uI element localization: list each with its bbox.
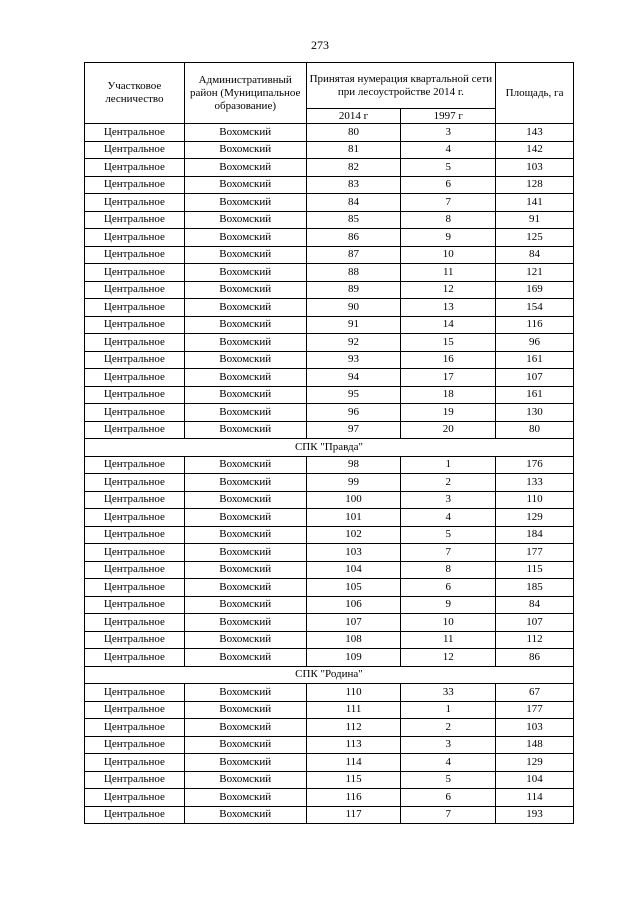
table-row <box>85 351 574 369</box>
cell-quarter-1997: 8 <box>401 561 496 579</box>
cell-quarter-1997: 3 <box>401 124 496 142</box>
table-row <box>85 701 574 719</box>
cell-quarter-1997: 10 <box>401 614 496 632</box>
table-row <box>85 526 574 544</box>
table-row <box>85 404 574 422</box>
cell-district: Центральное <box>85 754 185 772</box>
table-row <box>85 509 574 527</box>
cell-quarter-1997: 2 <box>401 474 496 492</box>
cell-quarter-2014: 116 <box>306 789 401 807</box>
cell-quarter-1997: 1 <box>401 456 496 474</box>
table-row <box>85 491 574 509</box>
cell-district: Центральное <box>85 719 185 737</box>
cell-admin-district: Вохомский <box>184 491 306 509</box>
cell-quarter-1997: 5 <box>401 526 496 544</box>
table-row <box>85 421 574 439</box>
cell-quarter-1997: 15 <box>401 334 496 352</box>
cell-admin-district: Вохомский <box>184 631 306 649</box>
cell-quarter-2014: 101 <box>306 509 401 527</box>
cell-district: Центральное <box>85 264 185 282</box>
cell-area: 193 <box>496 806 574 824</box>
cell-district: Центральное <box>85 281 185 299</box>
cell-quarter-2014: 117 <box>306 806 401 824</box>
cell-district: Центральное <box>85 596 185 614</box>
cell-admin-district: Вохомский <box>184 754 306 772</box>
table-row <box>85 316 574 334</box>
cell-admin-district: Вохомский <box>184 176 306 194</box>
cell-district: Центральное <box>85 736 185 754</box>
cell-quarter-1997: 17 <box>401 369 496 387</box>
cell-quarter-1997: 20 <box>401 421 496 439</box>
cell-quarter-2014: 88 <box>306 264 401 282</box>
cell-admin-district: Вохомский <box>184 159 306 177</box>
cell-quarter-1997: 4 <box>401 141 496 159</box>
table-row <box>85 456 574 474</box>
cell-quarter-2014: 110 <box>306 684 401 702</box>
cell-quarter-2014: 109 <box>306 649 401 667</box>
cell-admin-district: Вохомский <box>184 299 306 317</box>
cell-quarter-1997: 19 <box>401 404 496 422</box>
cell-quarter-2014: 83 <box>306 176 401 194</box>
cell-area: 161 <box>496 351 574 369</box>
cell-quarter-1997: 16 <box>401 351 496 369</box>
cell-quarter-1997: 4 <box>401 509 496 527</box>
cell-district: Центральное <box>85 771 185 789</box>
forest-quarters-table <box>84 62 574 824</box>
cell-quarter-2014: 114 <box>306 754 401 772</box>
section-header-row <box>85 666 574 684</box>
cell-district: Центральное <box>85 369 185 387</box>
table-row <box>85 176 574 194</box>
cell-area: 121 <box>496 264 574 282</box>
cell-quarter-1997: 2 <box>401 719 496 737</box>
cell-quarter-1997: 1 <box>401 701 496 719</box>
table-row <box>85 159 574 177</box>
cell-quarter-1997: 10 <box>401 246 496 264</box>
cell-district: Центральное <box>85 159 185 177</box>
cell-area: 115 <box>496 561 574 579</box>
cell-quarter-1997: 6 <box>401 176 496 194</box>
cell-quarter-1997: 5 <box>401 159 496 177</box>
cell-district: Центральное <box>85 211 185 229</box>
cell-admin-district: Вохомский <box>184 474 306 492</box>
cell-district: Центральное <box>85 124 185 142</box>
section-title: СПК "Правда" <box>85 439 574 457</box>
cell-quarter-1997: 7 <box>401 194 496 212</box>
cell-quarter-2014: 99 <box>306 474 401 492</box>
table-row <box>85 334 574 352</box>
cell-quarter-2014: 90 <box>306 299 401 317</box>
cell-quarter-2014: 113 <box>306 736 401 754</box>
cell-district: Центральное <box>85 806 185 824</box>
cell-quarter-2014: 103 <box>306 544 401 562</box>
table-row <box>85 771 574 789</box>
page-number: 273 <box>311 38 329 52</box>
cell-area: 177 <box>496 544 574 562</box>
cell-quarter-1997: 18 <box>401 386 496 404</box>
cell-district: Центральное <box>85 141 185 159</box>
cell-district: Центральное <box>85 684 185 702</box>
cell-admin-district: Вохомский <box>184 806 306 824</box>
cell-area: 154 <box>496 299 574 317</box>
header-district: Участковое лесничество <box>85 63 185 124</box>
cell-area: 112 <box>496 631 574 649</box>
cell-district: Центральное <box>85 631 185 649</box>
cell-quarter-1997: 8 <box>401 211 496 229</box>
table-row <box>85 264 574 282</box>
cell-area: 104 <box>496 771 574 789</box>
cell-area: 110 <box>496 491 574 509</box>
cell-area: 161 <box>496 386 574 404</box>
cell-admin-district: Вохомский <box>184 456 306 474</box>
cell-admin-district: Вохомский <box>184 736 306 754</box>
cell-admin-district: Вохомский <box>184 509 306 527</box>
cell-quarter-1997: 4 <box>401 754 496 772</box>
section-title: СПК "Родина" <box>85 666 574 684</box>
cell-quarter-2014: 92 <box>306 334 401 352</box>
cell-quarter-2014: 105 <box>306 579 401 597</box>
cell-admin-district: Вохомский <box>184 649 306 667</box>
cell-admin-district: Вохомский <box>184 369 306 387</box>
cell-admin-district: Вохомский <box>184 246 306 264</box>
cell-admin-district: Вохомский <box>184 526 306 544</box>
cell-district: Центральное <box>85 701 185 719</box>
cell-area: 129 <box>496 509 574 527</box>
cell-district: Центральное <box>85 526 185 544</box>
cell-district: Центральное <box>85 316 185 334</box>
table-row <box>85 719 574 737</box>
cell-quarter-2014: 94 <box>306 369 401 387</box>
table-row <box>85 281 574 299</box>
table-row <box>85 229 574 247</box>
cell-area: 141 <box>496 194 574 212</box>
cell-district: Центральное <box>85 561 185 579</box>
cell-district: Центральное <box>85 351 185 369</box>
cell-admin-district: Вохомский <box>184 334 306 352</box>
cell-admin-district: Вохомский <box>184 684 306 702</box>
cell-quarter-2014: 89 <box>306 281 401 299</box>
cell-quarter-2014: 80 <box>306 124 401 142</box>
cell-quarter-1997: 12 <box>401 649 496 667</box>
header-year-1997: 1997 г <box>401 109 496 124</box>
cell-admin-district: Вохомский <box>184 124 306 142</box>
cell-admin-district: Вохомский <box>184 386 306 404</box>
table-row <box>85 649 574 667</box>
cell-admin-district: Вохомский <box>184 316 306 334</box>
cell-area: 176 <box>496 456 574 474</box>
cell-district: Центральное <box>85 614 185 632</box>
cell-district: Центральное <box>85 176 185 194</box>
cell-quarter-1997: 11 <box>401 264 496 282</box>
cell-admin-district: Вохомский <box>184 579 306 597</box>
cell-district: Центральное <box>85 456 185 474</box>
cell-quarter-1997: 9 <box>401 229 496 247</box>
cell-admin-district: Вохомский <box>184 614 306 632</box>
cell-area: 148 <box>496 736 574 754</box>
table-row <box>85 596 574 614</box>
table-row <box>85 299 574 317</box>
cell-admin-district: Вохомский <box>184 544 306 562</box>
cell-district: Центральное <box>85 544 185 562</box>
cell-quarter-2014: 86 <box>306 229 401 247</box>
cell-quarter-1997: 13 <box>401 299 496 317</box>
cell-district: Центральное <box>85 474 185 492</box>
table-row <box>85 211 574 229</box>
cell-district: Центральное <box>85 649 185 667</box>
cell-area: 96 <box>496 334 574 352</box>
cell-area: 103 <box>496 159 574 177</box>
cell-quarter-1997: 6 <box>401 579 496 597</box>
cell-quarter-1997: 5 <box>401 771 496 789</box>
cell-quarter-1997: 12 <box>401 281 496 299</box>
cell-district: Центральное <box>85 334 185 352</box>
table-row <box>85 631 574 649</box>
cell-admin-district: Вохомский <box>184 351 306 369</box>
cell-area: 86 <box>496 649 574 667</box>
cell-quarter-2014: 112 <box>306 719 401 737</box>
cell-admin-district: Вохомский <box>184 561 306 579</box>
table-row <box>85 561 574 579</box>
table-row <box>85 141 574 159</box>
cell-quarter-1997: 7 <box>401 806 496 824</box>
cell-quarter-2014: 97 <box>306 421 401 439</box>
table-row <box>85 806 574 824</box>
cell-quarter-2014: 115 <box>306 771 401 789</box>
cell-area: 169 <box>496 281 574 299</box>
header-year-2014: 2014 г <box>306 109 401 124</box>
cell-area: 84 <box>496 596 574 614</box>
cell-district: Центральное <box>85 386 185 404</box>
cell-quarter-1997: 11 <box>401 631 496 649</box>
cell-quarter-1997: 14 <box>401 316 496 334</box>
cell-area: 80 <box>496 421 574 439</box>
cell-quarter-2014: 85 <box>306 211 401 229</box>
table-row <box>85 754 574 772</box>
table-row <box>85 474 574 492</box>
table-row <box>85 789 574 807</box>
cell-area: 133 <box>496 474 574 492</box>
table-body <box>85 124 574 824</box>
cell-area: 67 <box>496 684 574 702</box>
cell-quarter-2014: 95 <box>306 386 401 404</box>
cell-area: 107 <box>496 614 574 632</box>
cell-admin-district: Вохомский <box>184 281 306 299</box>
cell-admin-district: Вохомский <box>184 719 306 737</box>
cell-quarter-2014: 82 <box>306 159 401 177</box>
cell-admin-district: Вохомский <box>184 229 306 247</box>
table-row <box>85 124 574 142</box>
table-row <box>85 194 574 212</box>
cell-area: 91 <box>496 211 574 229</box>
cell-district: Центральное <box>85 299 185 317</box>
cell-quarter-1997: 6 <box>401 789 496 807</box>
cell-admin-district: Вохомский <box>184 596 306 614</box>
cell-admin-district: Вохомский <box>184 701 306 719</box>
cell-admin-district: Вохомский <box>184 264 306 282</box>
cell-district: Центральное <box>85 246 185 264</box>
cell-quarter-2014: 81 <box>306 141 401 159</box>
cell-area: 128 <box>496 176 574 194</box>
cell-quarter-2014: 87 <box>306 246 401 264</box>
cell-admin-district: Вохомский <box>184 141 306 159</box>
cell-admin-district: Вохомский <box>184 771 306 789</box>
cell-quarter-2014: 93 <box>306 351 401 369</box>
table-row <box>85 736 574 754</box>
section-header-row <box>85 439 574 457</box>
header-area: Площадь, га <box>496 63 574 124</box>
cell-quarter-2014: 104 <box>306 561 401 579</box>
header-admin-district: Административный район (Муниципальное образование) <box>184 63 306 124</box>
cell-area: 116 <box>496 316 574 334</box>
cell-quarter-2014: 108 <box>306 631 401 649</box>
cell-admin-district: Вохомский <box>184 789 306 807</box>
cell-area: 142 <box>496 141 574 159</box>
cell-area: 130 <box>496 404 574 422</box>
cell-quarter-2014: 102 <box>306 526 401 544</box>
table-row <box>85 246 574 264</box>
cell-quarter-2014: 111 <box>306 701 401 719</box>
cell-admin-district: Вохомский <box>184 404 306 422</box>
cell-quarter-2014: 84 <box>306 194 401 212</box>
cell-quarter-2014: 107 <box>306 614 401 632</box>
cell-district: Центральное <box>85 229 185 247</box>
cell-district: Центральное <box>85 404 185 422</box>
cell-quarter-1997: 3 <box>401 736 496 754</box>
cell-area: 103 <box>496 719 574 737</box>
cell-area: 185 <box>496 579 574 597</box>
table-row <box>85 544 574 562</box>
cell-quarter-1997: 9 <box>401 596 496 614</box>
cell-quarter-2014: 100 <box>306 491 401 509</box>
table-row <box>85 369 574 387</box>
cell-quarter-1997: 3 <box>401 491 496 509</box>
cell-area: 177 <box>496 701 574 719</box>
cell-admin-district: Вохомский <box>184 211 306 229</box>
cell-area: 107 <box>496 369 574 387</box>
cell-area: 114 <box>496 789 574 807</box>
cell-district: Центральное <box>85 194 185 212</box>
cell-quarter-2014: 96 <box>306 404 401 422</box>
table-row <box>85 684 574 702</box>
cell-district: Центральное <box>85 421 185 439</box>
cell-quarter-2014: 91 <box>306 316 401 334</box>
cell-district: Центральное <box>85 509 185 527</box>
cell-area: 84 <box>496 246 574 264</box>
cell-area: 125 <box>496 229 574 247</box>
table-row <box>85 579 574 597</box>
cell-quarter-2014: 106 <box>306 596 401 614</box>
table-row <box>85 386 574 404</box>
cell-quarter-1997: 7 <box>401 544 496 562</box>
cell-area: 129 <box>496 754 574 772</box>
cell-admin-district: Вохомский <box>184 194 306 212</box>
cell-district: Центральное <box>85 579 185 597</box>
cell-quarter-2014: 98 <box>306 456 401 474</box>
cell-district: Центральное <box>85 491 185 509</box>
cell-area: 184 <box>496 526 574 544</box>
cell-quarter-1997: 33 <box>401 684 496 702</box>
header-numbering: Принятая нумерация квартальной сети при лесоустройстве 2014 г. <box>306 63 495 109</box>
table-row <box>85 614 574 632</box>
cell-area: 143 <box>496 124 574 142</box>
cell-district: Центральное <box>85 789 185 807</box>
cell-admin-district: Вохомский <box>184 421 306 439</box>
